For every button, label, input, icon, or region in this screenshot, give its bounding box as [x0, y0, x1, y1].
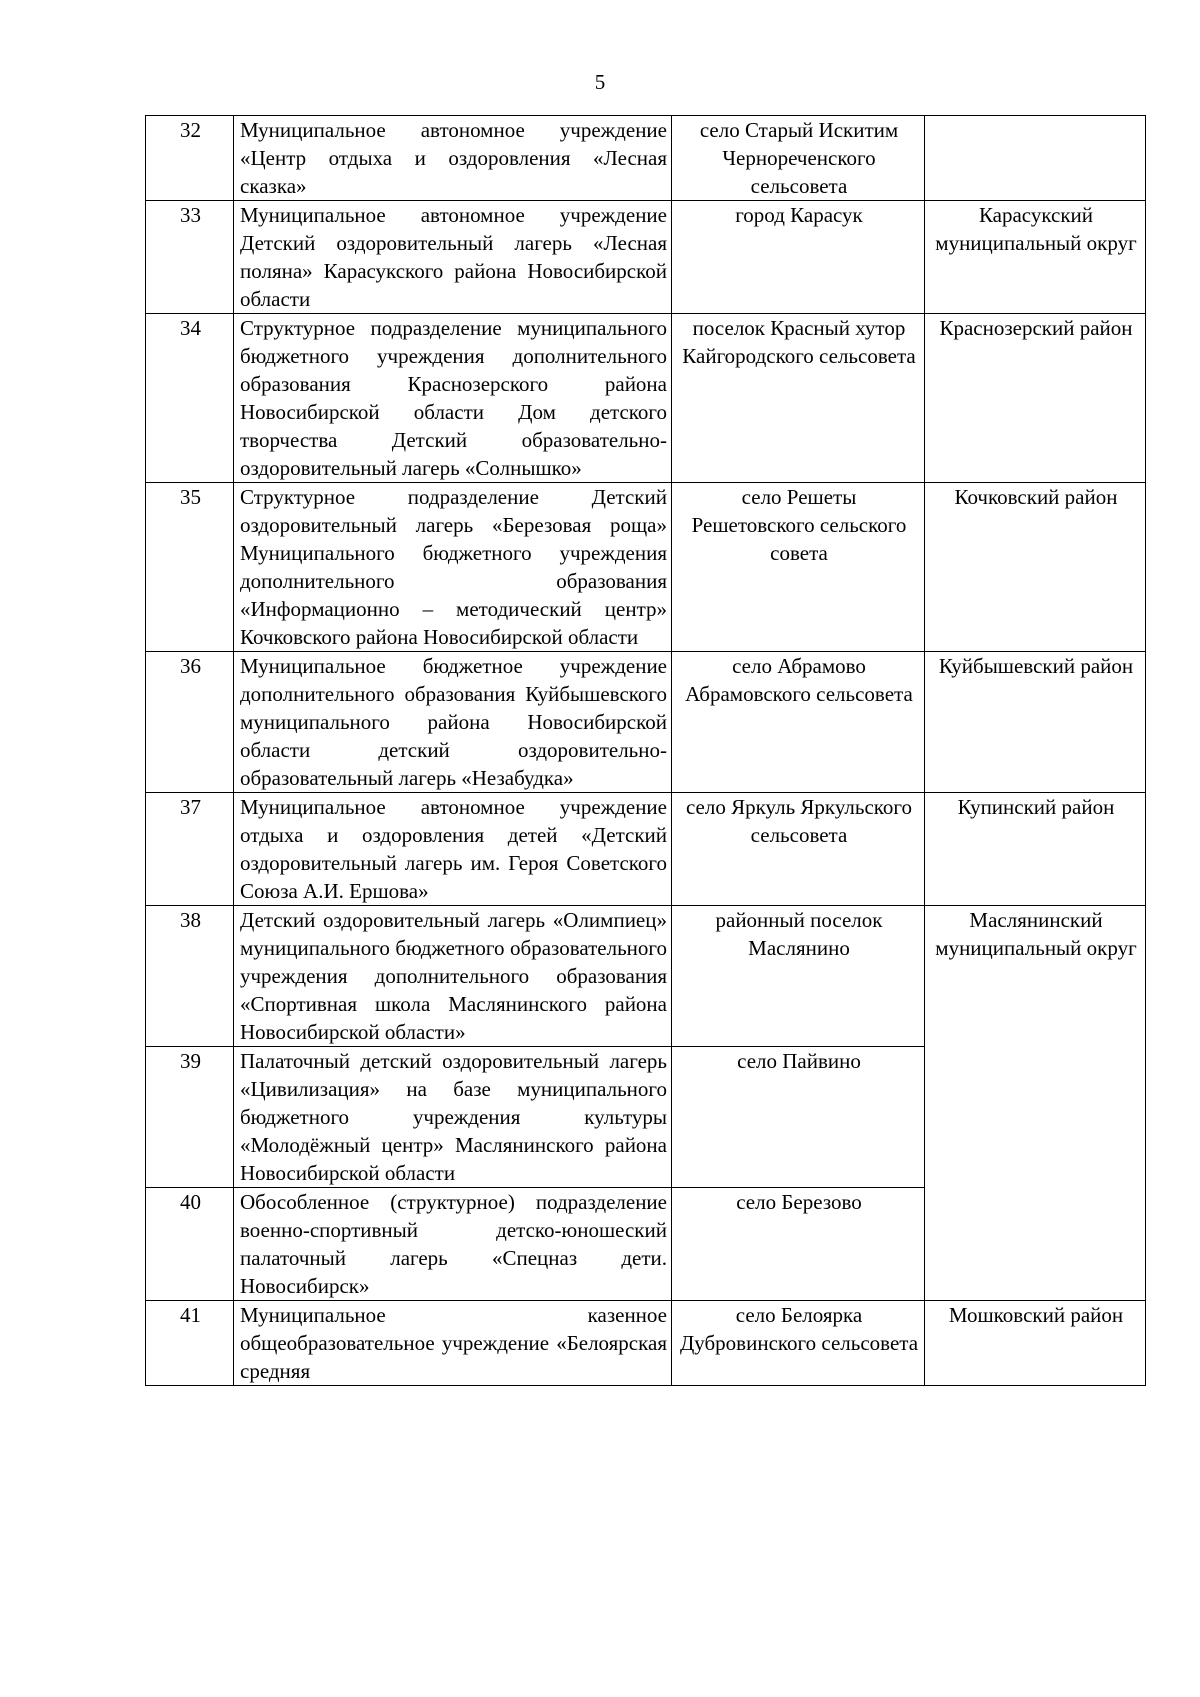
- table-row: [146, 1301, 1146, 1386]
- table-row: [146, 201, 1146, 314]
- location: село Старый Искитим Чернореченского сельсовета: [672, 116, 925, 201]
- district: [925, 116, 1146, 201]
- row-number: 35: [146, 483, 234, 652]
- row-number: 36: [146, 652, 234, 793]
- location: село Решеты Решетовского сельского совета: [672, 483, 925, 652]
- district: Карасукский муниципальный округ: [925, 201, 1146, 314]
- organization-name: Детский оздоровительный лагерь «Олимпиец» муниципального бюджетного образовательного учреждения дополнительного образования «Спортивная школа Маслянинского района Новосибирской области»: [234, 906, 672, 1047]
- row-number: 33: [146, 201, 234, 314]
- organization-name: Муниципальное бюджетное учреждение дополнительного образования Куйбышевского муниципального района Новосибирской области детский оздоровительно-образовательный лагерь «Незабудка»: [234, 652, 672, 793]
- page-number: 5: [594, 70, 606, 94]
- table-row: [146, 314, 1146, 483]
- table-row: [146, 483, 1146, 652]
- table-row: [146, 793, 1146, 906]
- organization-name: Палаточный детский оздоровительный лагерь «Цивилизация» на базе муниципального бюджетного учреждения культуры «Молодёжный центр» Маслянинского района Новосибирской области: [234, 1047, 672, 1188]
- table-row: [146, 652, 1146, 793]
- table-row: [146, 906, 1146, 1047]
- location: поселок Красный хутор Кайгородского сельсовета: [672, 314, 925, 483]
- location: город Карасук: [672, 201, 925, 314]
- row-number: 37: [146, 793, 234, 906]
- organization-name: Муниципальное автономное учреждение «Центр отдыха и оздоровления «Лесная сказка»: [234, 116, 672, 201]
- table-row: [146, 116, 1146, 201]
- location: село Пайвино: [672, 1047, 925, 1188]
- location: село Березово: [672, 1188, 925, 1301]
- row-number: 41: [146, 1301, 234, 1386]
- location: село Абрамово Абрамовского сельсовета: [672, 652, 925, 793]
- organization-name: Муниципальное автономное учреждение отдыха и оздоровления детей «Детский оздоровительный лагерь им. Героя Советского Союза А.И. Ершова»: [234, 793, 672, 906]
- organization-name: Структурное подразделение Детский оздоровительный лагерь «Березовая роща» Муниципального бюджетного учреждения дополнительного образования «Информационно – методический центр» Кочковского района Новосибирской области: [234, 483, 672, 652]
- district: Кочковский район: [925, 483, 1146, 652]
- district: Купинский район: [925, 793, 1146, 906]
- district: Куйбышевский район: [925, 652, 1146, 793]
- organization-name: Структурное подразделение муниципального бюджетного учреждения дополнительного образования Краснозерского района Новосибирской области Дом детского творчества Детский образовательно-оздоровительный лагерь «Солнышко»: [234, 314, 672, 483]
- location: село Белоярка Дубровинского сельсовета: [672, 1301, 925, 1386]
- location: село Яркуль Яркульского сельсовета: [672, 793, 925, 906]
- row-number: 40: [146, 1188, 234, 1301]
- district: Мошковский район: [925, 1301, 1146, 1386]
- row-number: 34: [146, 314, 234, 483]
- organization-name: Обособленное (структурное) подразделение военно-спортивный детско-юношеский палаточный лагерь «Спецназ дети. Новосибирск»: [234, 1188, 672, 1301]
- organization-name: Муниципальное автономное учреждение Детский оздоровительный лагерь «Лесная поляна» Карасукского района Новосибирской области: [234, 201, 672, 314]
- organization-name: Муниципальное казенное общеобразовательное учреждение «Белоярская средняя: [234, 1301, 672, 1386]
- row-number: 39: [146, 1047, 234, 1188]
- camps-table: [145, 115, 1146, 1386]
- location: районный поселок Маслянино: [672, 906, 925, 1047]
- district: Маслянинский муниципальный округ: [925, 906, 1146, 1301]
- district: Краснозерский район: [925, 314, 1146, 483]
- row-number: 32: [146, 116, 234, 201]
- row-number: 38: [146, 906, 234, 1047]
